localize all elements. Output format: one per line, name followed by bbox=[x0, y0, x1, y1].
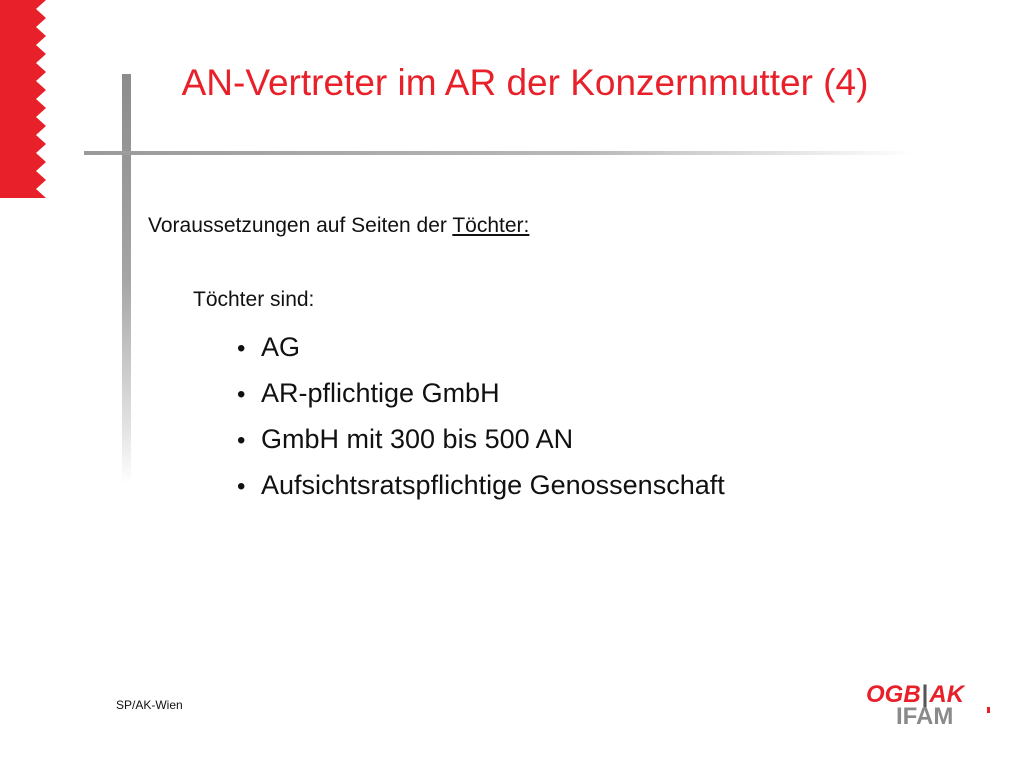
bullet-text: AR-pflichtige GmbH bbox=[261, 378, 500, 408]
bullet-item bbox=[237, 325, 725, 371]
bullet-dot: • bbox=[237, 473, 246, 500]
logo-ogb: OGB bbox=[866, 681, 921, 708]
footer-text: SP/AK-Wien bbox=[116, 698, 183, 712]
prerequisites-text: Voraussetzungen auf Seiten der bbox=[148, 214, 453, 237]
vertical-grey-bar bbox=[122, 74, 131, 484]
bullet-item bbox=[237, 463, 725, 509]
logo-ifam: IFAM bbox=[896, 703, 954, 730]
bullet-item bbox=[237, 417, 725, 463]
subsidiaries-heading: Töchter sind: bbox=[193, 288, 315, 311]
bullet-text: GmbH mit 300 bis 500 AN bbox=[261, 424, 574, 454]
bullet-text: AG bbox=[261, 332, 301, 362]
bullet-text: Aufsichtsratspflichtige Genossenschaft bbox=[261, 470, 725, 500]
prerequisites-underlined-term: Töchter: bbox=[452, 214, 530, 237]
horizontal-grey-rule bbox=[84, 151, 914, 155]
bullet-dot: • bbox=[237, 381, 246, 408]
red-zigzag-edge bbox=[0, 0, 46, 198]
ogb-ak-ifam-logo bbox=[866, 681, 996, 731]
prerequisites-line bbox=[148, 214, 529, 238]
logo-separator: | bbox=[921, 681, 929, 708]
zigzag-shape bbox=[36, 0, 50, 198]
slide-title: AN-Vertreter im AR der Konzernmutter (4) bbox=[181, 62, 869, 103]
logo-red-tick bbox=[987, 707, 990, 713]
bullet-list bbox=[237, 325, 725, 509]
bullet-dot: • bbox=[237, 335, 246, 362]
bullet-dot: • bbox=[237, 427, 246, 454]
logo-ak: AK bbox=[929, 681, 965, 708]
bullet-item bbox=[237, 371, 725, 417]
